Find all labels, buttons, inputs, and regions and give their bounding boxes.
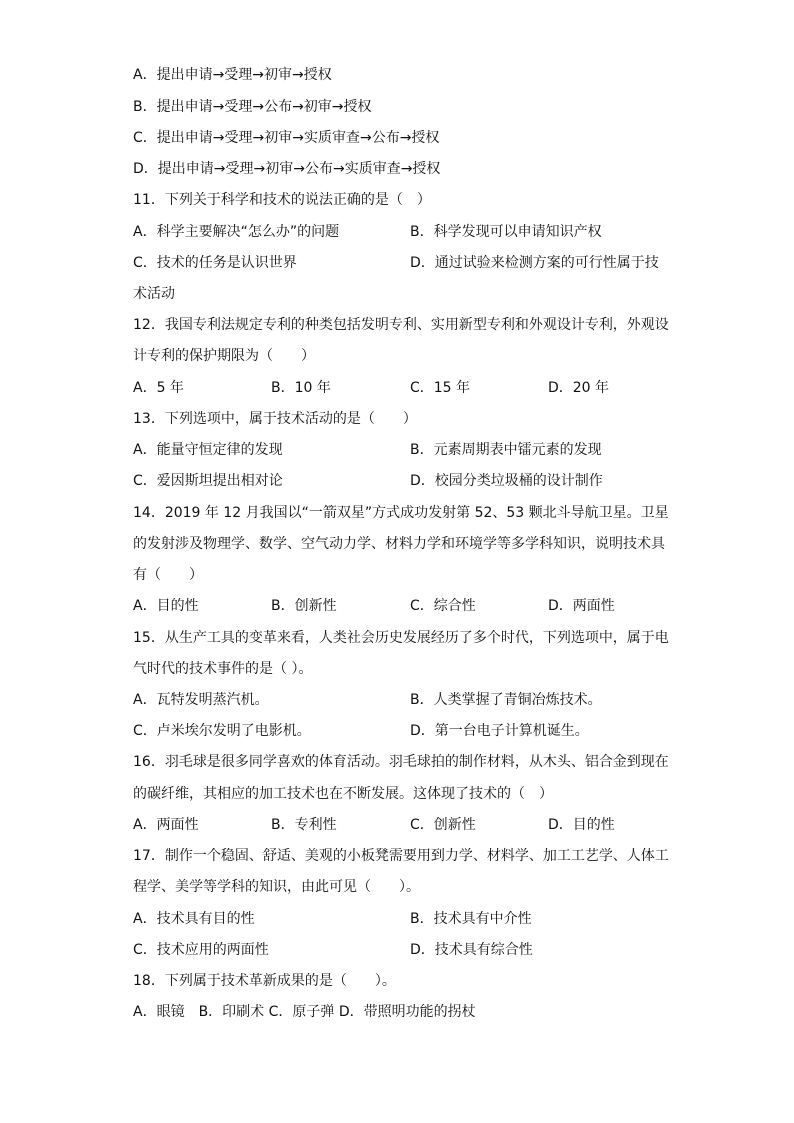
q14-option-c: C．综合性 bbox=[410, 598, 476, 614]
q17-option-d: D．技术具有综合性 bbox=[410, 942, 533, 958]
q11-option-d: D．通过试验来检测方案的可行性属于技 bbox=[410, 255, 659, 271]
q17-option-a: A．技术具有目的性 bbox=[133, 911, 255, 927]
q11-option-c: C．技术的任务是认识世界 bbox=[133, 255, 297, 271]
q13-option-d: D．校园分类垃圾桶的设计制作 bbox=[410, 473, 603, 489]
q10-option-c: C．提出申请→受理→初审→实质审查→公布→授权 bbox=[133, 130, 440, 146]
q12-stem-line1: 12．我国专利法规定专利的种类包括发明专利、实用新型专利和外观设计专利，外观设 bbox=[133, 317, 669, 333]
q13-stem: 13．下列选项中，属于技术活动的是（ ） bbox=[133, 411, 417, 427]
q12-stem-line2: 计专利的保护期限为（ ） bbox=[133, 348, 315, 364]
q17-stem-line1: 17．制作一个稳固、舒适、美观的小板凳需要用到力学、材料学、加工工艺学、人体工 bbox=[133, 848, 669, 864]
q17-option-b: B．技术具有中介性 bbox=[410, 911, 532, 927]
q15-option-d: D．第一台电子计算机诞生。 bbox=[410, 723, 589, 739]
q16-option-c: C．创新性 bbox=[410, 817, 476, 833]
q11-option-a: A．科学主要解决“怎么办”的问题 bbox=[133, 224, 340, 240]
q14-stem-line2: 的发射涉及物理学、数学、空气动力学、材料力学和环境学等多学科知识，说明技术具 bbox=[133, 536, 665, 552]
q14-stem-line3: 有（ ） bbox=[133, 567, 203, 583]
q15-option-b: B．人类掌握了青铜冶炼技术。 bbox=[410, 692, 602, 708]
q17-option-c: C．技术应用的两面性 bbox=[133, 942, 269, 958]
q16-option-a: A．两面性 bbox=[133, 817, 199, 833]
q15-stem-line2: 气时代的技术事件的是（ ）。 bbox=[133, 661, 313, 677]
q11-stem: 11．下列关于科学和技术的说法正确的是（ ） bbox=[133, 192, 431, 208]
q15-stem-line1: 15．从生产工具的变革来看，人类社会历史发展经历了多个时代，下列选项中，属于电 bbox=[133, 630, 669, 646]
q12-option-d: D．20 年 bbox=[548, 380, 610, 396]
q13-option-b: B．元素周期表中镭元素的发现 bbox=[410, 442, 602, 458]
q12-option-c: C．15 年 bbox=[410, 380, 471, 396]
q14-stem-line1: 14．2019 年 12 月我国以“一箭双星”方式成功发射第 52、53 颗北斗导航卫星。卫星 bbox=[133, 505, 669, 521]
q17-stem-line2: 程学、美学等学科的知识，由此可见（ ）。 bbox=[133, 879, 420, 895]
q14-option-d: D．两面性 bbox=[548, 598, 615, 614]
q12-option-a: A．5 年 bbox=[133, 380, 184, 396]
q16-stem-line2: 的碳纤维，其相应的加工技术也在不断发展。这体现了技术的（ ） bbox=[133, 786, 553, 802]
q10-option-d: D．提出申请→受理→初审→公布→实质审查→授权 bbox=[133, 161, 441, 177]
q11-option-b: B．科学发现可以申请知识产权 bbox=[410, 224, 602, 240]
q13-option-a: A．能量守恒定律的发现 bbox=[133, 442, 283, 458]
q13-option-c: C．爱因斯坦提出相对论 bbox=[133, 473, 283, 489]
q11-option-d-cont: 术活动 bbox=[133, 286, 175, 302]
q14-option-b: B．创新性 bbox=[271, 598, 337, 614]
q16-option-d: D．目的性 bbox=[548, 817, 615, 833]
q16-stem-line1: 16．羽毛球是很多同学喜欢的体育活动。羽毛球拍的制作材料，从木头、铝合金到现在 bbox=[133, 754, 669, 770]
q10-option-b: B．提出申请→受理→公布→初审→授权 bbox=[133, 99, 372, 115]
q14-option-a: A．目的性 bbox=[133, 598, 199, 614]
q15-option-c: C．卢米埃尔发明了电影机。 bbox=[133, 723, 311, 739]
q18-options: A．眼镜 B．印刷术 C．原子弹 D．带照明功能的拐杖 bbox=[133, 1004, 476, 1020]
q18-stem: 18．下列属于技术革新成果的是（ ）。 bbox=[133, 973, 396, 989]
q12-option-b: B．10 年 bbox=[271, 380, 331, 396]
q15-option-a: A．瓦特发明蒸汽机。 bbox=[133, 692, 269, 708]
q10-option-a: A．提出申请→受理→初审→授权 bbox=[133, 67, 332, 83]
q16-option-b: B．专利性 bbox=[271, 817, 337, 833]
